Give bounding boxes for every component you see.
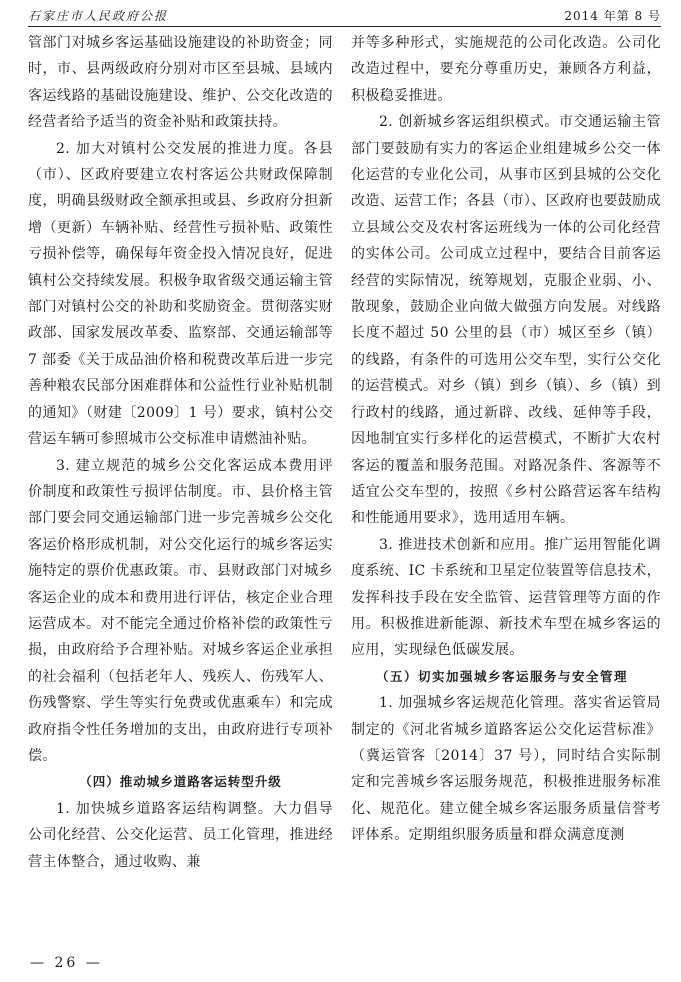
- paragraph: 1. 加强城乡客运规范化管理。落实省运管局制定的《河北省城乡道路客运公交化运营标准》（冀运管客〔2014〕37 号），同时结合实际制定和完善城乡客运服务规范，积极推进服务标准化、规范化。建立健全城乡客运服务质量信誉考评体系。定期组织服务质量和群众满意度测: [351, 695, 661, 844]
- paragraph: 3. 建立规范的城乡公交化客运成本费用评价制度和政策性亏损评估制度。市、县价格主管部门要会同交通运输部门进一步完善城乡公交化客运价格形成机制，对公交化运行的城乡客运实施特定的票价优惠政策。市、县财政部门对城乡客运企业的成本和费用进行评估，核定企业合理运营成本。对不能完全通过价格补偿的政策性亏损，由政府给予合理补贴。对城乡客运企业承担的社会福利（包括老年人、残疾人、伤残军人、伤残警察、学生等实行免费或优惠乘车）和完成政府指令性任务增加的支出，由政府进行专项补偿。: [28, 457, 333, 764]
- section-heading-4: （四）推动城乡道路客运转型升级: [79, 774, 282, 790]
- right-column: [351, 30, 661, 849]
- paragraph: 2. 创新城乡客运组织模式。市交通运输主管部门要鼓励有实力的客运企业组建城乡公交一体化运营的专业化公司，从事市区到县城的公交化改造、运营工作；各县（市）、区政府也要鼓励成立县域公交及农村客运班线为一体的公司化经营的实体公司。公司成立过程中，要结合目前客运经营的实际情况，统筹规划，克服企业弱、小、散现象，鼓励企业向做大做强方向发展。对线路长度不超过 50 公里的县（市）城区至乡（镇）的线路，有条件的可选用公交车型，实行公交化的运营模式。对乡（镇）到乡（镇）、乡（镇）到行政村的线路，通过新辟、改线、延伸等手段，因地制宜实行多样化的运营模式，不断扩大农村客运的覆盖和服务范围。对路况条件、客源等不适宜公交车型的，按照《乡村公路营运客车结构和性能通用要求》，选用适用车辆。: [351, 114, 661, 527]
- paragraph: 管部门对城乡客运基础设施建设的补助资金；同时，市、县两级政府分别对市区至县城、县域内客运线路的基础设施建设、维护、公交化改造的经营者给予适当的资金补贴和政策扶持。: [28, 35, 333, 131]
- paragraph: 并等多种形式，实施规范的公司化改造。公司化改造过程中，要充分尊重历史，兼顾各方利益，积极稳妥推进。: [351, 35, 661, 104]
- section-heading-5: （五）切实加强城乡客运服务与安全管理: [376, 668, 629, 684]
- issue-number: 2014 年第 8 号: [564, 9, 661, 23]
- paragraph: 1. 加快城乡道路客运结构调整。大力倡导公司化经营、公交化运营、员工化管理，推进经营主体整合，通过收购、兼: [28, 800, 333, 870]
- left-column: [28, 30, 333, 875]
- page-number: — 26 —: [30, 955, 103, 971]
- paragraph: 2. 加大对镇村公交发展的推进力度。各县（市）、区政府要建立农村客运公共财政保障制度，明确县级财政全额承担或县、乡政府分担新增（更新）车辆补贴、经营性亏损补贴、政策性亏损补偿等，确保每年资金投入情况良好，促进镇村公交持续发展。积极争取省级交通运输主管部门对镇村公交的补助和奖励资金。贯彻落实财政部、国家发展改革委、监察部、交通运输部等 7 部委《关于成品油价格和税费改革后进一步完善种粮农民部分困难群体和公益性行业补贴机制的通知》（财建〔2009〕1 号）要求，镇村公交营运车辆可参照城市公交标准申请燃油补贴。: [28, 140, 333, 448]
- page-header: [28, 4, 661, 27]
- journal-title: 石家庄市人民政府公报: [28, 9, 169, 23]
- paragraph: 3. 推进技术创新和应用。推广运用智能化调度系统、IC 卡系统和卫星定位装置等信息技术，发挥科技手段在安全监管、运营管理等方面的作用。积极推进新能源、新技术车型在城乡客运的应用，实现绿色低碳发展。: [351, 536, 661, 659]
